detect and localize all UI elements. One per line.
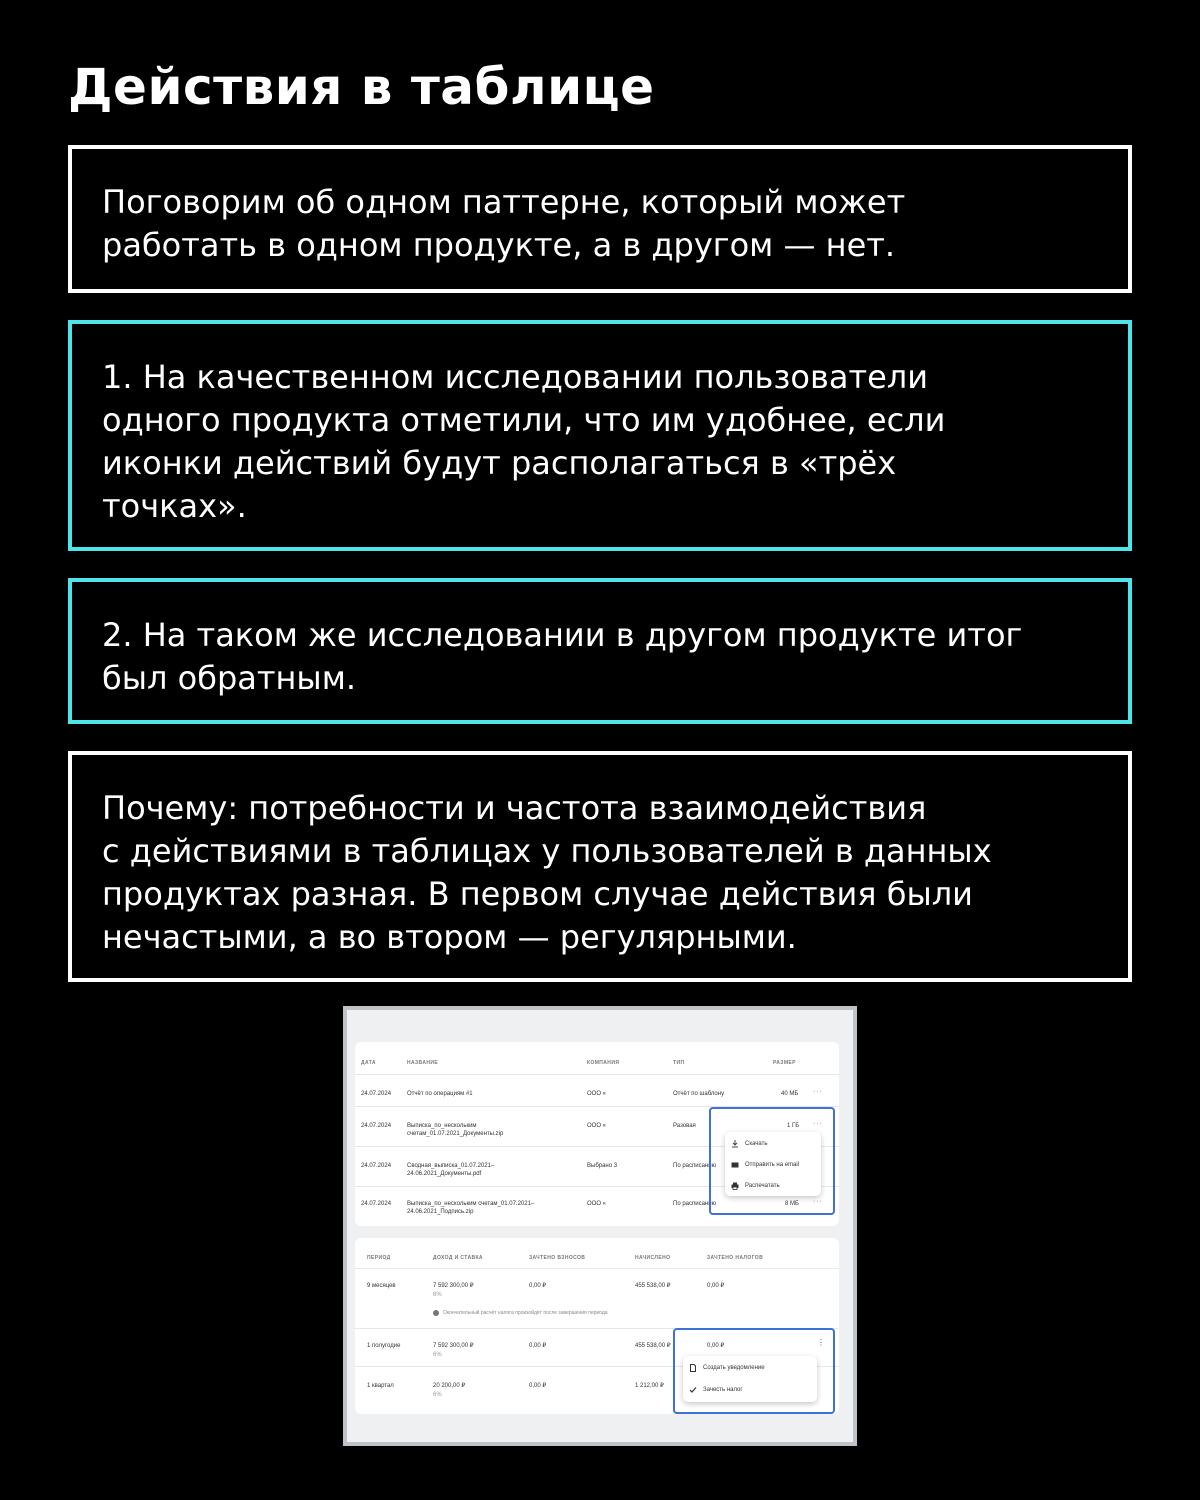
header-name: НАЗВАНИЕ: [407, 1060, 439, 1066]
divider: [355, 1074, 839, 1075]
row2-name: Выписка_по_нескольким счетам_01.07.2021_Документы.zip: [407, 1123, 504, 1137]
info-icon: [433, 1310, 439, 1316]
divider: [355, 1268, 839, 1269]
point-one-text: 1. На качественном исследовании пользователи одного продукта отметили, что им удобнее, если иконки действий будут располагаться в «трёх точках».: [102, 358, 946, 525]
tax-row3-income: 20 200,00 ₽: [433, 1383, 466, 1389]
tax-note: [433, 1310, 608, 1316]
menu-email-label: Отправить на email: [745, 1162, 800, 1168]
row3-date: 24.07.2024: [361, 1163, 392, 1169]
row3-name: Сводная_выписка_01.07.2021– 24.06.2021_Документы.pdf: [407, 1163, 495, 1177]
point-two-text: 2. На таком же исследовании в другом продукте итог был обратным.: [102, 616, 1023, 697]
row4-size: 8 МБ: [785, 1201, 799, 1207]
tax-row3-rate: 6%: [433, 1392, 442, 1398]
row3-type: По расписанию: [673, 1163, 717, 1169]
header-accrued: НАЧИСЛЕНО: [635, 1255, 671, 1261]
tax-row1-income: 7 592 300,00 ₽: [433, 1283, 474, 1289]
tax-row1-period: 9 месяцев: [367, 1283, 396, 1289]
tax-row1-accrued: 455 538,00 ₽: [635, 1283, 671, 1289]
header-size: РАЗМЕР: [773, 1060, 796, 1066]
tax-row3-accrued: 1 212,00 ₽: [635, 1383, 664, 1389]
tax-row3-period: 1 квартал: [367, 1383, 394, 1389]
tax-actions-highlight: [673, 1328, 835, 1414]
tax-row1-taxes: 0,00 ₽: [707, 1283, 725, 1289]
menu-create-notice-label: Создать уведомление: [703, 1365, 765, 1371]
reason-block: [68, 751, 1132, 982]
menu-print-label: Распечатать: [745, 1183, 780, 1189]
row1-more-icon[interactable]: ···: [813, 1088, 823, 1095]
header-taxes: ЗАЧТЕНО НАЛОГОВ: [707, 1255, 764, 1261]
row4-date: 24.07.2024: [361, 1201, 392, 1207]
tax-row1-contrib: 0,00 ₽: [529, 1283, 547, 1289]
tax-row1-rate: 6%: [433, 1292, 442, 1298]
tax-row2-rate: 6%: [433, 1352, 442, 1358]
row2-company: ООО «: [587, 1123, 607, 1129]
point-one-block: [68, 320, 1132, 551]
row4-name: Выписка_по_нескольким счетам_01.07.2021– 24.06.2021_Подпись.zip: [407, 1201, 535, 1215]
table-screenshot: [343, 1006, 857, 1446]
row4-type: По расписанию: [673, 1201, 717, 1207]
reason-text: Почему: потребности и частота взаимодействия с действиями в таблицах у пользователей в данных продуктах разная. В первом случае действия были нечастыми, а во втором — регулярными.: [102, 789, 992, 956]
header-date: ДАТА: [361, 1060, 376, 1066]
header-period: ПЕРИОД: [367, 1255, 391, 1261]
row1-name: Отчёт по операциям #1: [407, 1091, 473, 1097]
header-income: ДОХОД И СТАВКА: [433, 1255, 483, 1261]
tax-row3-contrib: 0,00 ₽: [529, 1383, 547, 1389]
tax-row2-more-icon[interactable]: ⋮: [817, 1338, 825, 1347]
point-two-block: [68, 578, 1132, 724]
menu-offset-tax-label: Зачесть налог: [703, 1387, 743, 1393]
tax-row2-income: 7 592 300,00 ₽: [433, 1343, 474, 1349]
row4-company: ООО «: [587, 1201, 607, 1207]
tax-row2-contrib: 0,00 ₽: [529, 1343, 547, 1349]
row2-type: Разовая: [673, 1123, 696, 1129]
tax-row2-taxes: 0,00 ₽: [707, 1343, 725, 1349]
files-actions-highlight: [709, 1107, 835, 1215]
header-company: КОМПАНИЯ: [587, 1060, 620, 1066]
tax-row2-period: 1 полугодие: [367, 1343, 401, 1349]
row3-company: Выбрано 3: [587, 1163, 618, 1169]
row2-date: 24.07.2024: [361, 1123, 392, 1129]
tax-row2-accrued: 455 538,00 ₽: [635, 1343, 671, 1349]
tax-note-text: Окончательный расчёт налога произойдёт после завершения периода: [443, 1310, 608, 1316]
row1-company: ООО «: [587, 1091, 607, 1097]
header-contrib: ЗАЧТЕНО ВЗНОСОВ: [529, 1255, 586, 1261]
page-title: Действия в таблице: [68, 58, 655, 116]
intro-text: Поговорим об одном паттерне, который может работать в одном продукте, а в другом — нет.: [102, 183, 906, 264]
row4-more-icon[interactable]: ···: [813, 1198, 823, 1205]
row2-size: 1 ГБ: [787, 1123, 800, 1129]
row2-more-icon[interactable]: ···: [813, 1120, 823, 1127]
menu-download-label: Скачать: [745, 1141, 768, 1147]
row1-size: 40 МБ: [781, 1091, 799, 1097]
header-type: ТИП: [673, 1060, 685, 1066]
row1-date: 24.07.2024: [361, 1091, 392, 1097]
intro-block: [68, 145, 1132, 293]
row1-type: Отчёт по шаблону: [673, 1091, 725, 1097]
